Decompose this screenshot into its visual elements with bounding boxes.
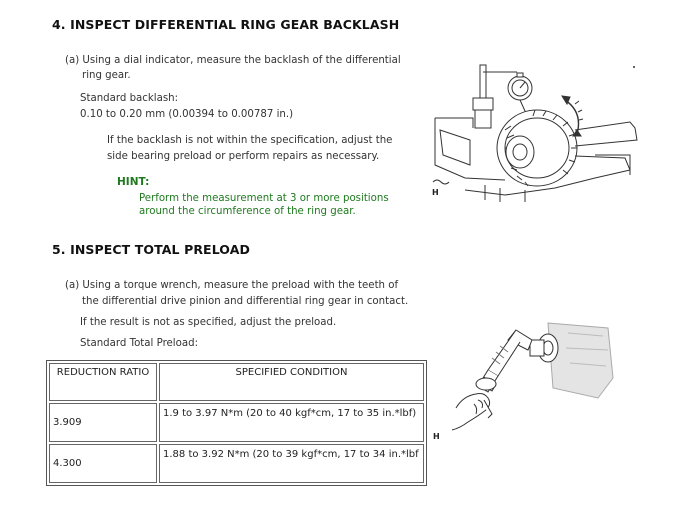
standard-preload-label: Standard Total Preload: (80, 338, 199, 349)
specified-condition-cell: 1.88 to 3.92 N*m (20 to 39 kgf*cm, 17 to 34 in.*lbf (159, 444, 424, 483)
section-4-heading: 4. INSPECT DIFFERENTIAL RING GEAR BACKLASH (52, 17, 400, 32)
standard-backlash-value: 0.10 to 0.20 mm (0.00394 to 0.00787 in.) (80, 109, 294, 120)
section-5-step-a-line1: (a) Using a torque wrench, measure the preload with the teeth of (65, 280, 399, 291)
backlash-note-line1: If the backlash is not within the specification, adjust the (107, 135, 393, 146)
section-4-step-a-line1: (a) Using a dial indicator, measure the backlash of the differential (65, 55, 401, 66)
table-header-row (49, 363, 424, 401)
dial-indicator-illustration (425, 60, 650, 205)
standard-backlash-label: Standard backlash: (80, 93, 179, 104)
table-row (49, 403, 424, 442)
section-5-heading: 5. INSPECT TOTAL PRELOAD (52, 242, 250, 257)
reduction-ratio-cell: 4.300 (49, 444, 157, 483)
hint-line2: around the circumference of the ring gear. (139, 206, 356, 217)
torque-wrench-illustration (448, 318, 618, 438)
specified-condition-cell: 1.9 to 3.97 N*m (20 to 40 kgf*cm, 17 to 35 in.*lbf) (159, 403, 424, 442)
figure-2-label: H (433, 432, 440, 441)
figure-mark (633, 66, 635, 68)
hint-line1: Perform the measurement at 3 or more positions (139, 193, 389, 204)
header-specified-condition: SPECIFIED CONDITION (159, 363, 424, 401)
preload-note: If the result is not as specified, adjust the preload. (80, 317, 337, 328)
section-4-step-a-line2: ring gear. (82, 70, 131, 81)
figure-1-label: H (432, 188, 439, 197)
section-5-step-a-line2: the differential drive pinion and differential ring gear in contact. (82, 296, 409, 307)
reduction-ratio-cell: 3.909 (49, 403, 157, 442)
preload-spec-table (46, 360, 427, 486)
backlash-note-line2: side bearing preload or perform repairs as necessary. (107, 151, 380, 162)
table-row (49, 444, 424, 483)
header-reduction-ratio: REDUCTION RATIO (49, 363, 157, 401)
hint-title: HINT: (117, 176, 150, 188)
